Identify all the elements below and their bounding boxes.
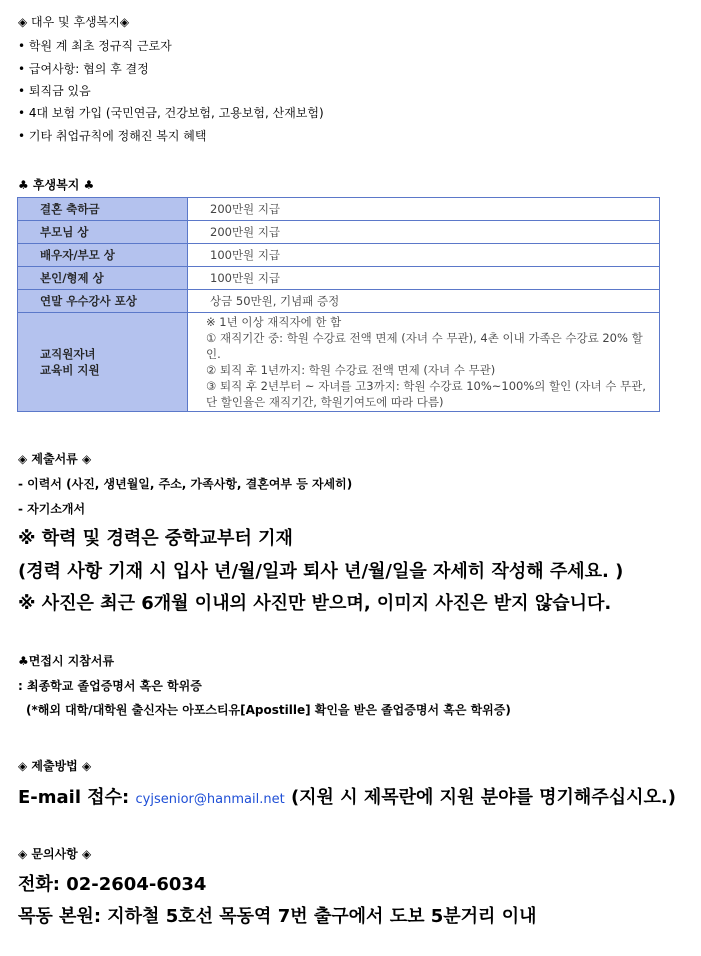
interview-item: (*해외 대학/대학원 출신자는 아포스티유[Apostille] 확인을 받은 졸업증명서 혹은 학위증) [26,703,511,717]
welfare-value: 상금 50만원, 기념패 증정 [188,290,660,313]
welfare-label: 본인/형제 상 [18,267,188,290]
document-item: - 자기소개서 [18,502,86,516]
benefit-item: • 4대 보험 가입 (국민연금, 건강보험, 고용보험, 산재보험) [18,106,324,120]
table-row [18,244,660,267]
welfare-table [17,197,660,412]
contact-phone: 전화: 02-2604-6034 [18,874,207,895]
tuition-note: ※ 1년 이상 재직자에 한 함 [206,315,342,329]
tuition-note: ① 재직기간 중: 학원 수강료 전액 면제 (자녀 수 무관), 4촌 이내 가족은 수강료 20% 할인. [206,331,643,361]
contact-header: ◈ 문의사항 ◈ [18,847,92,861]
benefit-item: • 급여사항: 협의 후 결정 [18,62,149,76]
email-link[interactable]: cyjsenior@hanmail.net [135,792,285,807]
welfare-value: 100만원 지급 [188,244,660,267]
submit-header: ◈ 제출방법 ◈ [18,759,92,773]
welfare-value: 100만원 지급 [188,267,660,290]
tuition-note: ③ 퇴직 후 2년부터 ~ 자녀를 고3까지: 학원 수강료 10%~100%의 할인 (자녀 수 무관, 단 할인율은 재직기간, 학원기여도에 따라 다름) [206,379,646,409]
document-note: ※ 학력 및 경력은 중학교부터 기재 [18,528,293,549]
interview-header: ♣면접시 지참서류 [18,654,115,668]
documents-header: ◈ 제출서류 ◈ [18,452,92,466]
benefit-item: • 퇴직금 있음 [18,84,91,98]
welfare-label: 결혼 축하금 [18,198,188,221]
welfare-value: 200만원 지급 [188,198,660,221]
submit-label: E-mail 접수: [18,787,136,808]
submit-line [18,783,676,809]
table-row [18,313,660,412]
table-row [18,290,660,313]
document-item: - 이력서 (사진, 생년월일, 주소, 가족사항, 결혼여부 등 자세히) [18,477,353,491]
tuition-label-line: 교육비 지원 [40,363,100,377]
submit-note: (지원 시 제목란에 지원 분야를 명기해주십시오.) [284,787,676,808]
welfare-header: ♣ 후생복지 ♣ [18,178,95,192]
benefit-item: • 학원 계 최초 정규직 근로자 [18,39,172,53]
interview-item: : 최종학교 졸업증명서 혹은 학위증 [18,679,202,693]
contact-location: 목동 본원: 지하철 5호선 목동역 7번 출구에서 도보 5분거리 이내 [18,906,537,927]
table-row [18,221,660,244]
welfare-label: 부모님 상 [18,221,188,244]
benefit-item: • 기타 취업규칙에 정해진 복지 혜택 [18,129,207,143]
table-row [18,267,660,290]
tuition-label-line: 교직원자녀 [40,347,96,361]
tuition-note: ② 퇴직 후 1년까지: 학원 수강료 전액 면제 (자녀 수 무관) [206,363,496,377]
welfare-label: 배우자/부모 상 [18,244,188,267]
tuition-notes [188,313,660,412]
document-note: (경력 사항 기재 시 입사 년/월/일과 퇴사 년/월/일을 자세히 작성해 주세요. ) [18,561,624,582]
document-note: ※ 사진은 최근 6개월 이내의 사진만 받으며, 이미지 사진은 받지 않습니다. [18,593,612,614]
table-row [18,198,660,221]
benefits-header: ◈ 대우 및 후생복지◈ [18,15,130,29]
tuition-label [18,313,188,412]
welfare-label: 연말 우수강사 포상 [18,290,188,313]
welfare-value: 200만원 지급 [188,221,660,244]
